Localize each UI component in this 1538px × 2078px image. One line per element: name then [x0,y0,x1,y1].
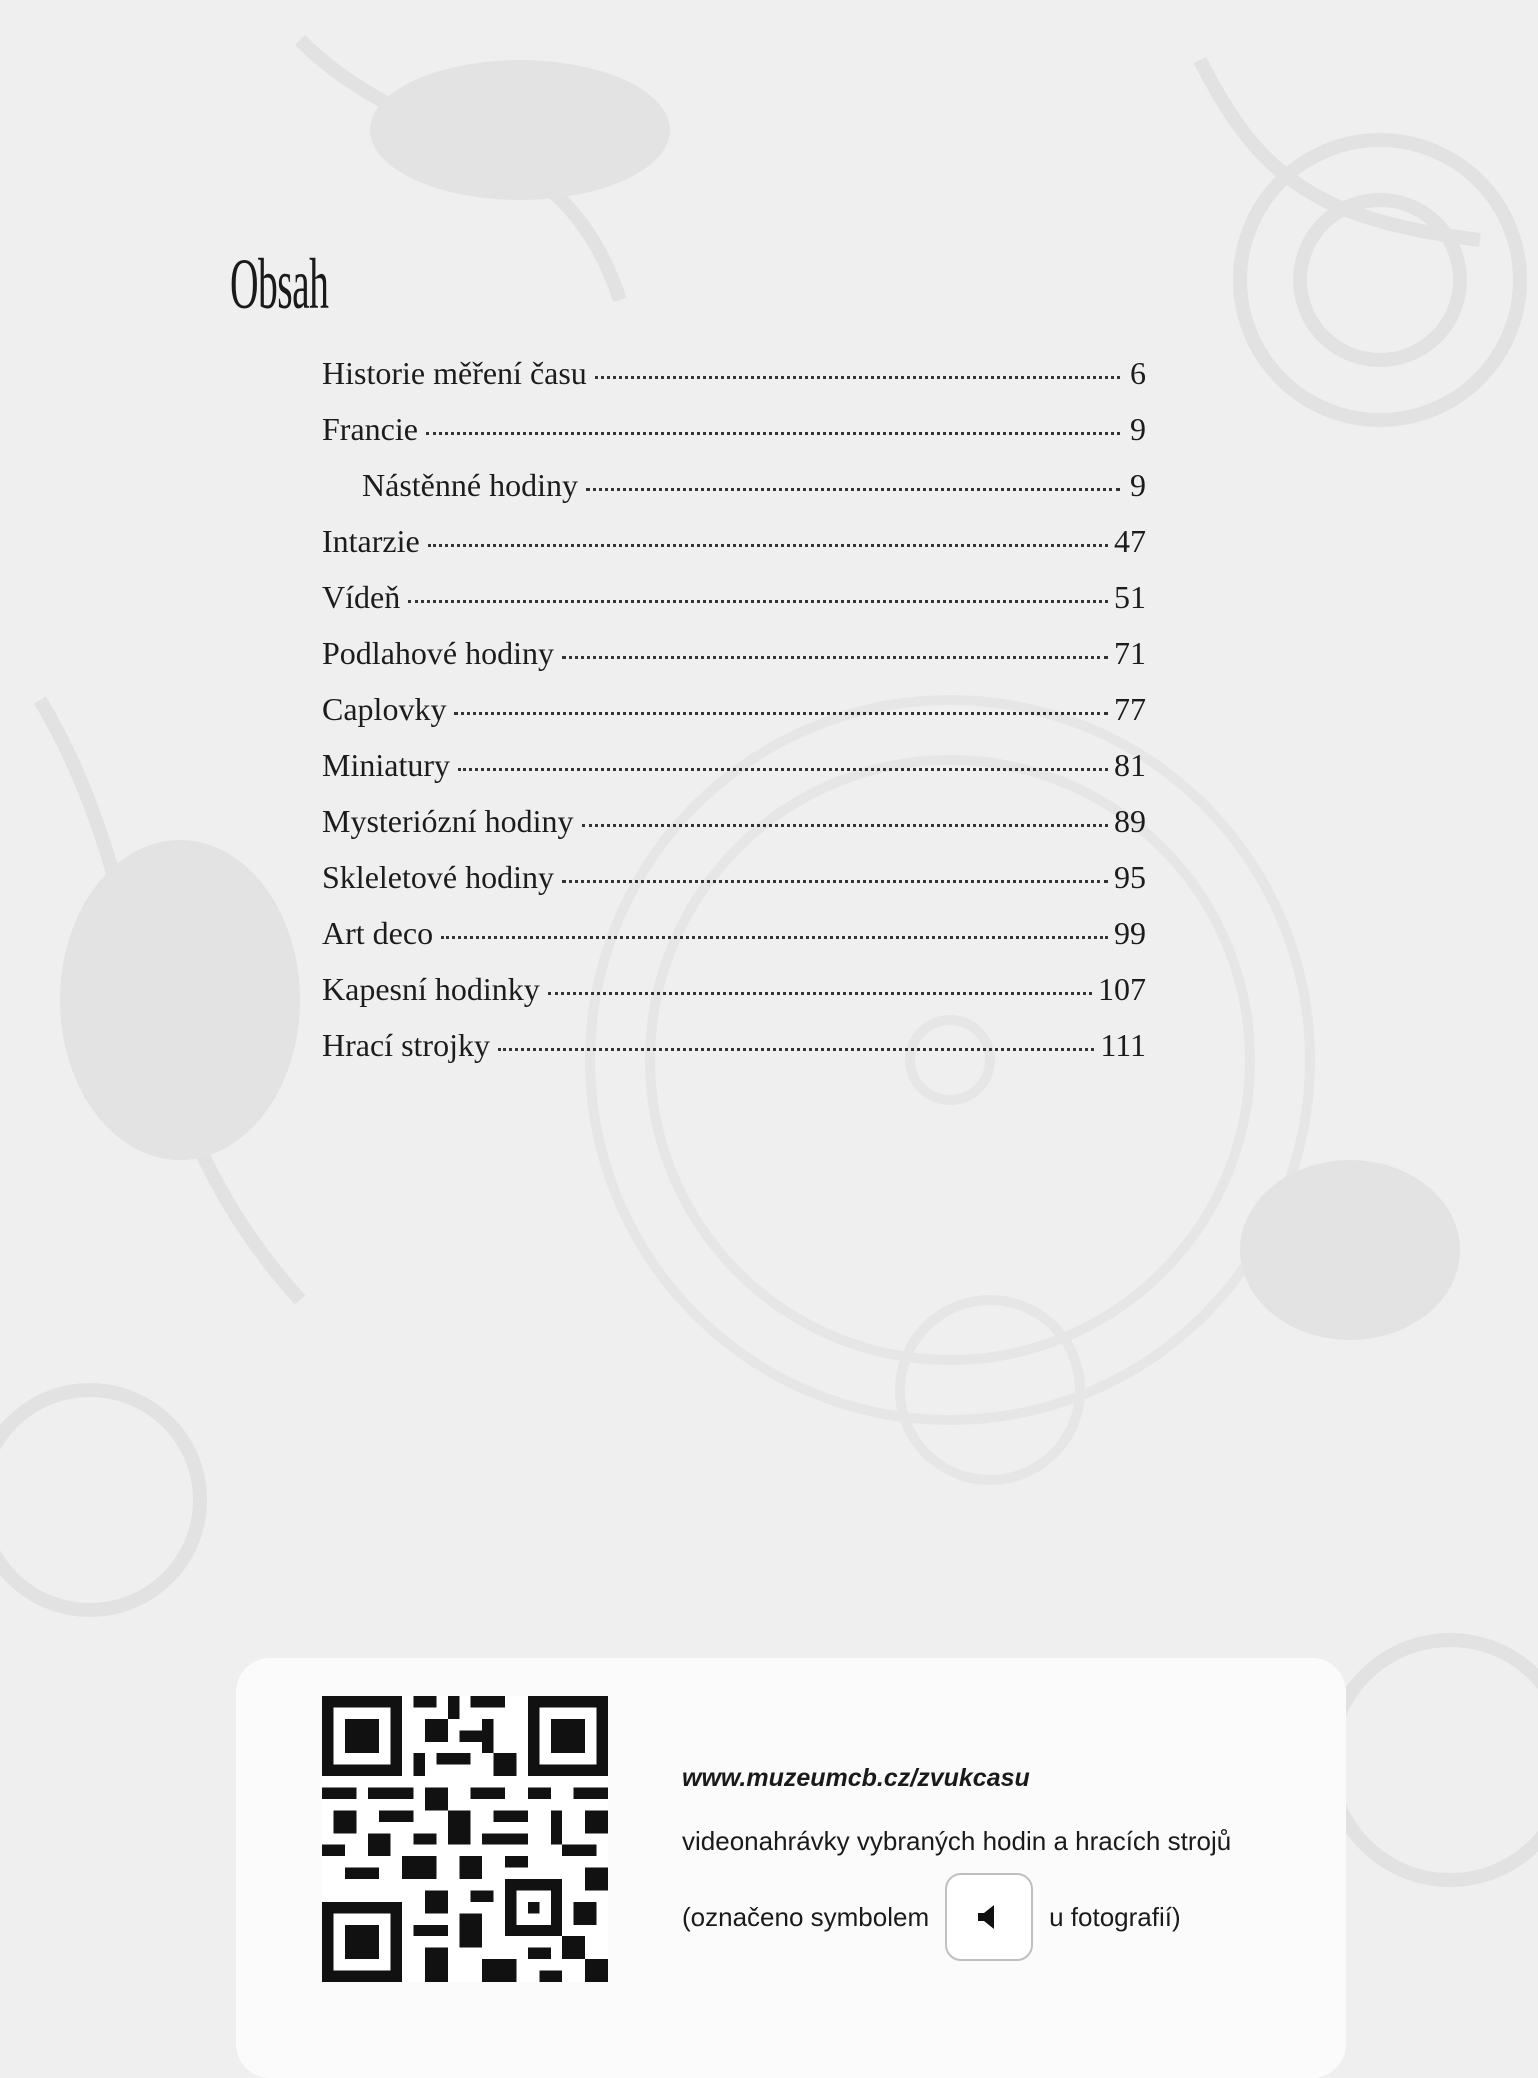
toc-entry [322,355,1146,411]
toc-entry [322,411,1146,467]
toc-entry-label: Miniatury [322,747,450,783]
toc-entry-label: Art deco [322,915,434,951]
video-info-box [236,1658,1346,2078]
toc-entry [322,747,1146,803]
table-of-contents [322,355,1146,1083]
symbol-note-suffix: u fotografií) [1049,1901,1181,1932]
toc-entry-label: Intarzie [322,523,420,559]
toc-entry-page: 99 [1114,915,1146,951]
dot-leader [562,656,1108,659]
dot-leader [408,600,1108,603]
dot-leader [426,432,1120,435]
dot-leader [562,880,1108,883]
toc-entry [322,523,1146,579]
toc-entry [322,691,1146,747]
toc-entry-label: Mysteriózní hodiny [322,803,574,839]
toc-entry-page: 77 [1114,691,1146,727]
toc-entry-page: 111 [1100,1027,1146,1063]
toc-entry-label: Francie [322,411,418,447]
toc-entry-page: 107 [1098,971,1146,1007]
video-description: videonahrávky vybraných hodin a hracích strojů [682,1826,1232,1856]
dot-leader [498,1048,1094,1051]
toc-entry-label: Nástěnné hodiny [362,467,578,503]
toc-entry-label: Podlahové hodiny [322,635,554,671]
toc-entry [322,971,1146,1027]
toc-entry-page: 95 [1114,859,1146,895]
dot-leader [441,936,1108,939]
toc-entry-page: 51 [1114,579,1146,615]
toc-entry-label: Historie měření času [322,355,587,391]
toc-entry-page: 71 [1114,635,1146,671]
page-title: Obsah [230,244,329,324]
toc-entry-label: Vídeň [322,579,401,615]
dot-leader [548,992,1092,995]
symbol-note-prefix: (označeno symbolem [682,1901,930,1932]
toc-entry [322,859,1146,915]
dot-leader [582,824,1108,827]
toc-entry-label: Hrací strojky [322,1027,490,1063]
toc-entry [322,1027,1146,1083]
toc-entry-page: 9 [1130,467,1146,503]
qr-code-icon[interactable] [322,1696,608,1982]
dot-leader [454,712,1108,715]
speaker-symbol [945,1873,1033,1961]
toc-entry [322,915,1146,971]
dot-leader [586,488,1120,491]
toc-entry-label: Skleletové hodiny [322,859,554,895]
toc-entry [322,579,1146,635]
toc-entry [322,635,1146,691]
speaker-icon [974,1902,1004,1932]
toc-entry-page: 89 [1114,803,1146,839]
dot-leader [428,544,1108,547]
toc-entry-page: 81 [1114,747,1146,783]
toc-subentry [322,467,1146,523]
dot-leader [595,376,1120,379]
toc-entry [322,803,1146,859]
toc-entry-label: Caplovky [322,691,447,727]
video-url[interactable]: www.muzeumcb.cz/zvukcasu [682,1764,1030,1792]
toc-entry-page: 6 [1130,355,1146,391]
toc-entry-label: Kapesní hodinky [322,971,540,1007]
toc-entry-page: 47 [1114,523,1146,559]
dot-leader [458,768,1108,771]
symbol-note [682,1872,1181,1962]
toc-entry-page: 9 [1130,411,1146,447]
